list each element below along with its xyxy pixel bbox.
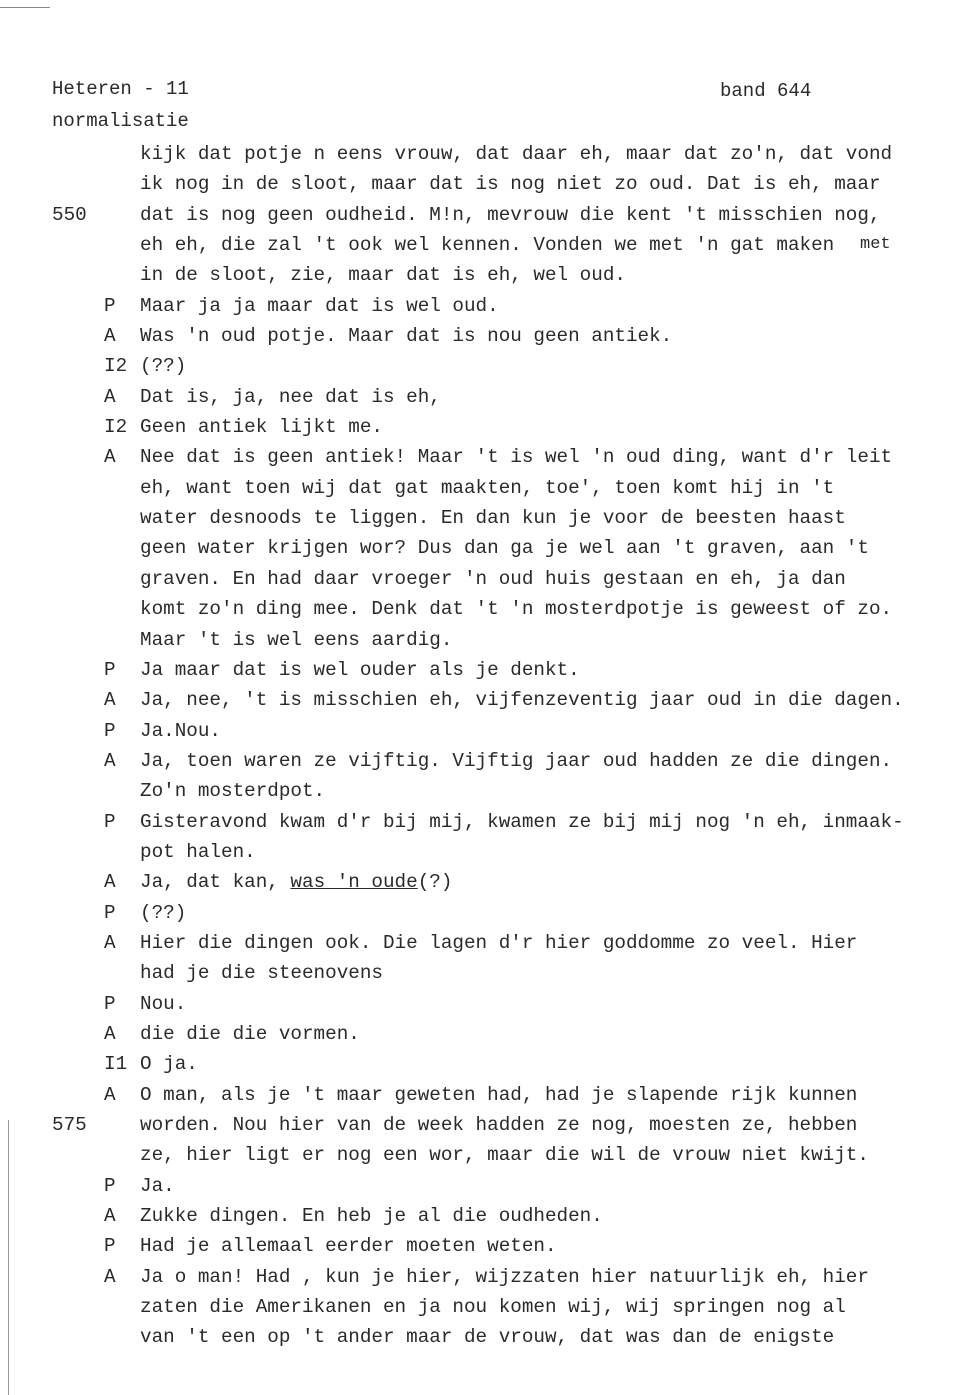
utterance-segment: O ja. bbox=[140, 1053, 198, 1076]
transcript-line bbox=[0, 869, 966, 899]
utterance-segment: graven. En had daar vroeger 'n oud huis gestaan en eh, ja dan bbox=[140, 567, 846, 590]
utterance-text bbox=[140, 657, 580, 683]
speaker-label: I2 bbox=[104, 355, 128, 378]
utterance-segment: Ja, toen waren ze vijftig. Vijftig jaar oud hadden ze die dingen. bbox=[140, 749, 893, 772]
transcript bbox=[0, 141, 966, 1355]
utterance-segment: Gisteravond kwam d'r bij mij, kwamen ze bij mij nog 'n eh, inmaak- bbox=[140, 810, 904, 833]
transcript-line bbox=[0, 535, 966, 565]
speaker-label: P bbox=[104, 719, 116, 742]
transcript-line bbox=[0, 809, 966, 839]
transcript-line bbox=[0, 627, 966, 657]
transcript-line bbox=[0, 141, 966, 171]
utterance-text bbox=[140, 1051, 198, 1077]
utterance-text bbox=[140, 930, 857, 956]
transcript-line bbox=[0, 353, 966, 383]
utterance-text bbox=[140, 718, 221, 744]
transcript-line bbox=[0, 1051, 966, 1081]
utterance-text bbox=[140, 748, 892, 774]
transcript-line bbox=[0, 960, 966, 990]
speaker-label: I2 bbox=[104, 416, 128, 439]
utterance-text bbox=[140, 1203, 603, 1229]
line-number: 575 bbox=[52, 1114, 87, 1136]
utterance-segment: water desnoods te liggen. En dan kun je voor de beesten haast bbox=[140, 507, 846, 530]
utterance-segment: Ja. bbox=[140, 1174, 175, 1197]
speaker-label: A bbox=[104, 689, 116, 712]
utterance-text bbox=[140, 566, 846, 592]
transcript-line bbox=[0, 1082, 966, 1112]
utterance-text bbox=[140, 1264, 869, 1290]
utterance-text bbox=[140, 687, 904, 713]
transcript-line bbox=[0, 1264, 966, 1294]
utterance-text bbox=[140, 900, 186, 926]
utterance-text bbox=[140, 475, 834, 501]
utterance-text bbox=[140, 809, 904, 835]
transcript-line bbox=[0, 262, 966, 292]
document-title: Heteren - 11 bbox=[52, 78, 189, 100]
utterance-segment: (?) bbox=[417, 871, 453, 894]
utterance-text bbox=[140, 596, 892, 622]
utterance-segment: Hier die dingen ook. Die lagen d'r hier goddomme zo veel. Hier bbox=[140, 931, 858, 954]
transcript-line bbox=[0, 1173, 966, 1203]
utterance-segment: zaten die Amerikanen en ja nou komen wij, wij springen nog al bbox=[140, 1296, 846, 1319]
utterance-segment: O man, als je 't maar geweten had, had je slapende rijk kunnen bbox=[140, 1083, 858, 1106]
utterance-segment: Ja.Nou. bbox=[140, 719, 221, 742]
speaker-label: A bbox=[104, 1083, 116, 1106]
speaker-label: P bbox=[104, 901, 116, 924]
transcript-line bbox=[0, 596, 966, 626]
utterance-text bbox=[140, 991, 186, 1017]
utterance-segment: Dat is, ja, nee dat is eh, bbox=[140, 385, 441, 408]
transcript-line bbox=[0, 323, 966, 353]
utterance-text bbox=[140, 323, 672, 349]
speaker-label: P bbox=[104, 810, 116, 833]
speaker-label: P bbox=[104, 658, 116, 681]
utterance-text bbox=[140, 1324, 834, 1350]
speaker-label: P bbox=[104, 992, 116, 1015]
transcript-line bbox=[0, 1021, 966, 1051]
speaker-label: A bbox=[104, 325, 116, 348]
transcript-line bbox=[0, 657, 966, 687]
utterance-text bbox=[140, 293, 499, 319]
speaker-label: I1 bbox=[104, 1053, 128, 1076]
transcript-line bbox=[0, 778, 966, 808]
transcript-line bbox=[0, 991, 966, 1021]
utterance-segment: Had je allemaal eerder moeten weten. bbox=[140, 1235, 557, 1258]
utterance-text bbox=[140, 353, 186, 379]
utterance-text bbox=[140, 627, 452, 653]
utterance-text bbox=[140, 869, 452, 895]
utterance-text bbox=[140, 505, 846, 531]
document-subtitle: normalisatie bbox=[52, 110, 189, 132]
speaker-label: A bbox=[104, 1205, 116, 1228]
utterance-text bbox=[140, 1173, 175, 1199]
utterance-segment: Ja, nee, 't is misschien eh, vijfenzeventig jaar oud in die dagen. bbox=[140, 689, 904, 712]
transcript-line bbox=[0, 232, 966, 262]
utterance-text bbox=[140, 1142, 869, 1168]
utterance-segment: Ja o man! Had , kun je hier, wijzzaten hier natuurlijk eh, hier bbox=[140, 1265, 869, 1288]
speaker-label: A bbox=[104, 385, 116, 408]
transcript-line bbox=[0, 748, 966, 778]
utterance-text bbox=[140, 262, 626, 288]
transcript-line bbox=[0, 839, 966, 869]
transcript-line bbox=[0, 414, 966, 444]
transcript-line bbox=[0, 475, 966, 505]
speaker-label: A bbox=[104, 871, 116, 894]
utterance-segment: Maar ja ja maar dat is wel oud. bbox=[140, 294, 499, 317]
transcript-line bbox=[0, 1112, 966, 1142]
transcript-line bbox=[0, 1294, 966, 1324]
utterance-text bbox=[140, 414, 383, 440]
speaker-label: P bbox=[104, 294, 116, 317]
utterance-segment: Geen antiek lijkt me. bbox=[140, 416, 383, 439]
speaker-label: A bbox=[104, 931, 116, 954]
utterance-segment: komt zo'n ding mee. Denk dat 't 'n mosterdpotje is geweest of zo. bbox=[140, 598, 893, 621]
utterance-text bbox=[140, 171, 881, 197]
transcript-line bbox=[0, 1233, 966, 1263]
utterance-segment: geen water krijgen wor? Dus dan ga je wel aan 't graven, aan 't bbox=[140, 537, 869, 560]
utterance-segment: (??) bbox=[140, 355, 187, 378]
utterance-segment: ze, hier ligt er nog een wor, maar die wil de vrouw niet kwijt. bbox=[140, 1144, 869, 1167]
utterance-text bbox=[140, 778, 325, 804]
speaker-label: A bbox=[104, 749, 116, 772]
utterance-segment: eh eh, die zal 't ook wel kennen. Vonden we met 'n gat maken bbox=[140, 234, 835, 257]
speaker-label: P bbox=[104, 1174, 116, 1197]
utterance-segment: Nou. bbox=[140, 992, 187, 1015]
speaker-label: A bbox=[104, 446, 116, 469]
utterance-segment: ik nog in de sloot, maar dat is nog niet zo oud. Dat is eh, maar bbox=[140, 173, 881, 196]
utterance-segment: kijk dat potje n eens vrouw, dat daar eh, maar dat zo'n, dat vond bbox=[140, 143, 893, 165]
utterance-text bbox=[140, 232, 834, 258]
utterance-segment: Zo'n mosterdpot. bbox=[140, 780, 326, 803]
handwritten-insertion: met bbox=[860, 235, 891, 255]
speaker-label: A bbox=[104, 1265, 116, 1288]
transcript-line bbox=[0, 566, 966, 596]
utterance-segment: dat is nog geen oudheid. M!n, mevrouw die kent 't misschien nog, bbox=[140, 203, 881, 226]
utterance-segment: worden. Nou hier van de week hadden ze nog, moesten ze, hebben bbox=[140, 1114, 858, 1136]
transcript-line bbox=[0, 1324, 966, 1354]
transcript-line bbox=[0, 171, 966, 201]
top-rule bbox=[0, 7, 50, 8]
utterance-text bbox=[140, 1021, 360, 1047]
utterance-segment: eh, want toen wij dat gat maakten, toe', toen komt hij in 't bbox=[140, 476, 835, 499]
tape-number: band 644 bbox=[720, 80, 812, 102]
transcript-line bbox=[0, 293, 966, 323]
line-number: 550 bbox=[52, 203, 87, 226]
utterance-text bbox=[140, 839, 256, 865]
transcript-line bbox=[0, 1142, 966, 1172]
transcript-line bbox=[0, 900, 966, 930]
transcript-line bbox=[0, 505, 966, 535]
utterance-segment: Maar 't is wel eens aardig. bbox=[140, 628, 453, 651]
transcript-line bbox=[0, 1203, 966, 1233]
utterance-segment: Ja maar dat is wel ouder als je denkt. bbox=[140, 658, 580, 681]
utterance-segment: Nee dat is geen antiek! Maar 't is wel 'n oud ding, want d'r leit bbox=[140, 446, 893, 469]
transcript-line bbox=[0, 718, 966, 748]
utterance-text bbox=[140, 202, 881, 228]
utterance-text bbox=[140, 384, 441, 410]
utterance-text bbox=[140, 1082, 857, 1108]
transcript-line bbox=[0, 384, 966, 414]
utterance-segment: had je die steenovens bbox=[140, 962, 383, 985]
utterance-segment: Zukke dingen. En heb je al die oudheden. bbox=[140, 1205, 603, 1228]
utterance-segment: Was 'n oud potje. Maar dat is nou geen antiek. bbox=[140, 325, 673, 348]
transcript-line bbox=[0, 444, 966, 474]
utterance-text bbox=[140, 960, 383, 986]
utterance-segment: van 't een op 't ander maar de vrouw, dat was dan de enigste bbox=[140, 1326, 835, 1349]
transcript-line bbox=[0, 202, 966, 232]
utterance-text bbox=[140, 444, 892, 470]
utterance-text bbox=[140, 141, 892, 167]
utterance-text bbox=[140, 1294, 846, 1320]
utterance-segment: Ja, dat kan, bbox=[140, 871, 291, 894]
transcript-line bbox=[0, 687, 966, 717]
utterance-segment: (??) bbox=[140, 901, 187, 924]
utterance-segment: in de sloot, zie, maar dat is eh, wel oud. bbox=[140, 264, 626, 287]
utterance-text bbox=[140, 535, 869, 561]
transcript-line bbox=[0, 930, 966, 960]
utterance-segment: die die die vormen. bbox=[140, 1022, 360, 1045]
utterance-text bbox=[140, 1233, 557, 1259]
speaker-label: A bbox=[104, 1022, 116, 1045]
underlined-segment: was 'n oude bbox=[290, 871, 418, 894]
utterance-text bbox=[140, 1112, 857, 1138]
speaker-label: P bbox=[104, 1235, 116, 1258]
utterance-segment: pot halen. bbox=[140, 840, 256, 863]
